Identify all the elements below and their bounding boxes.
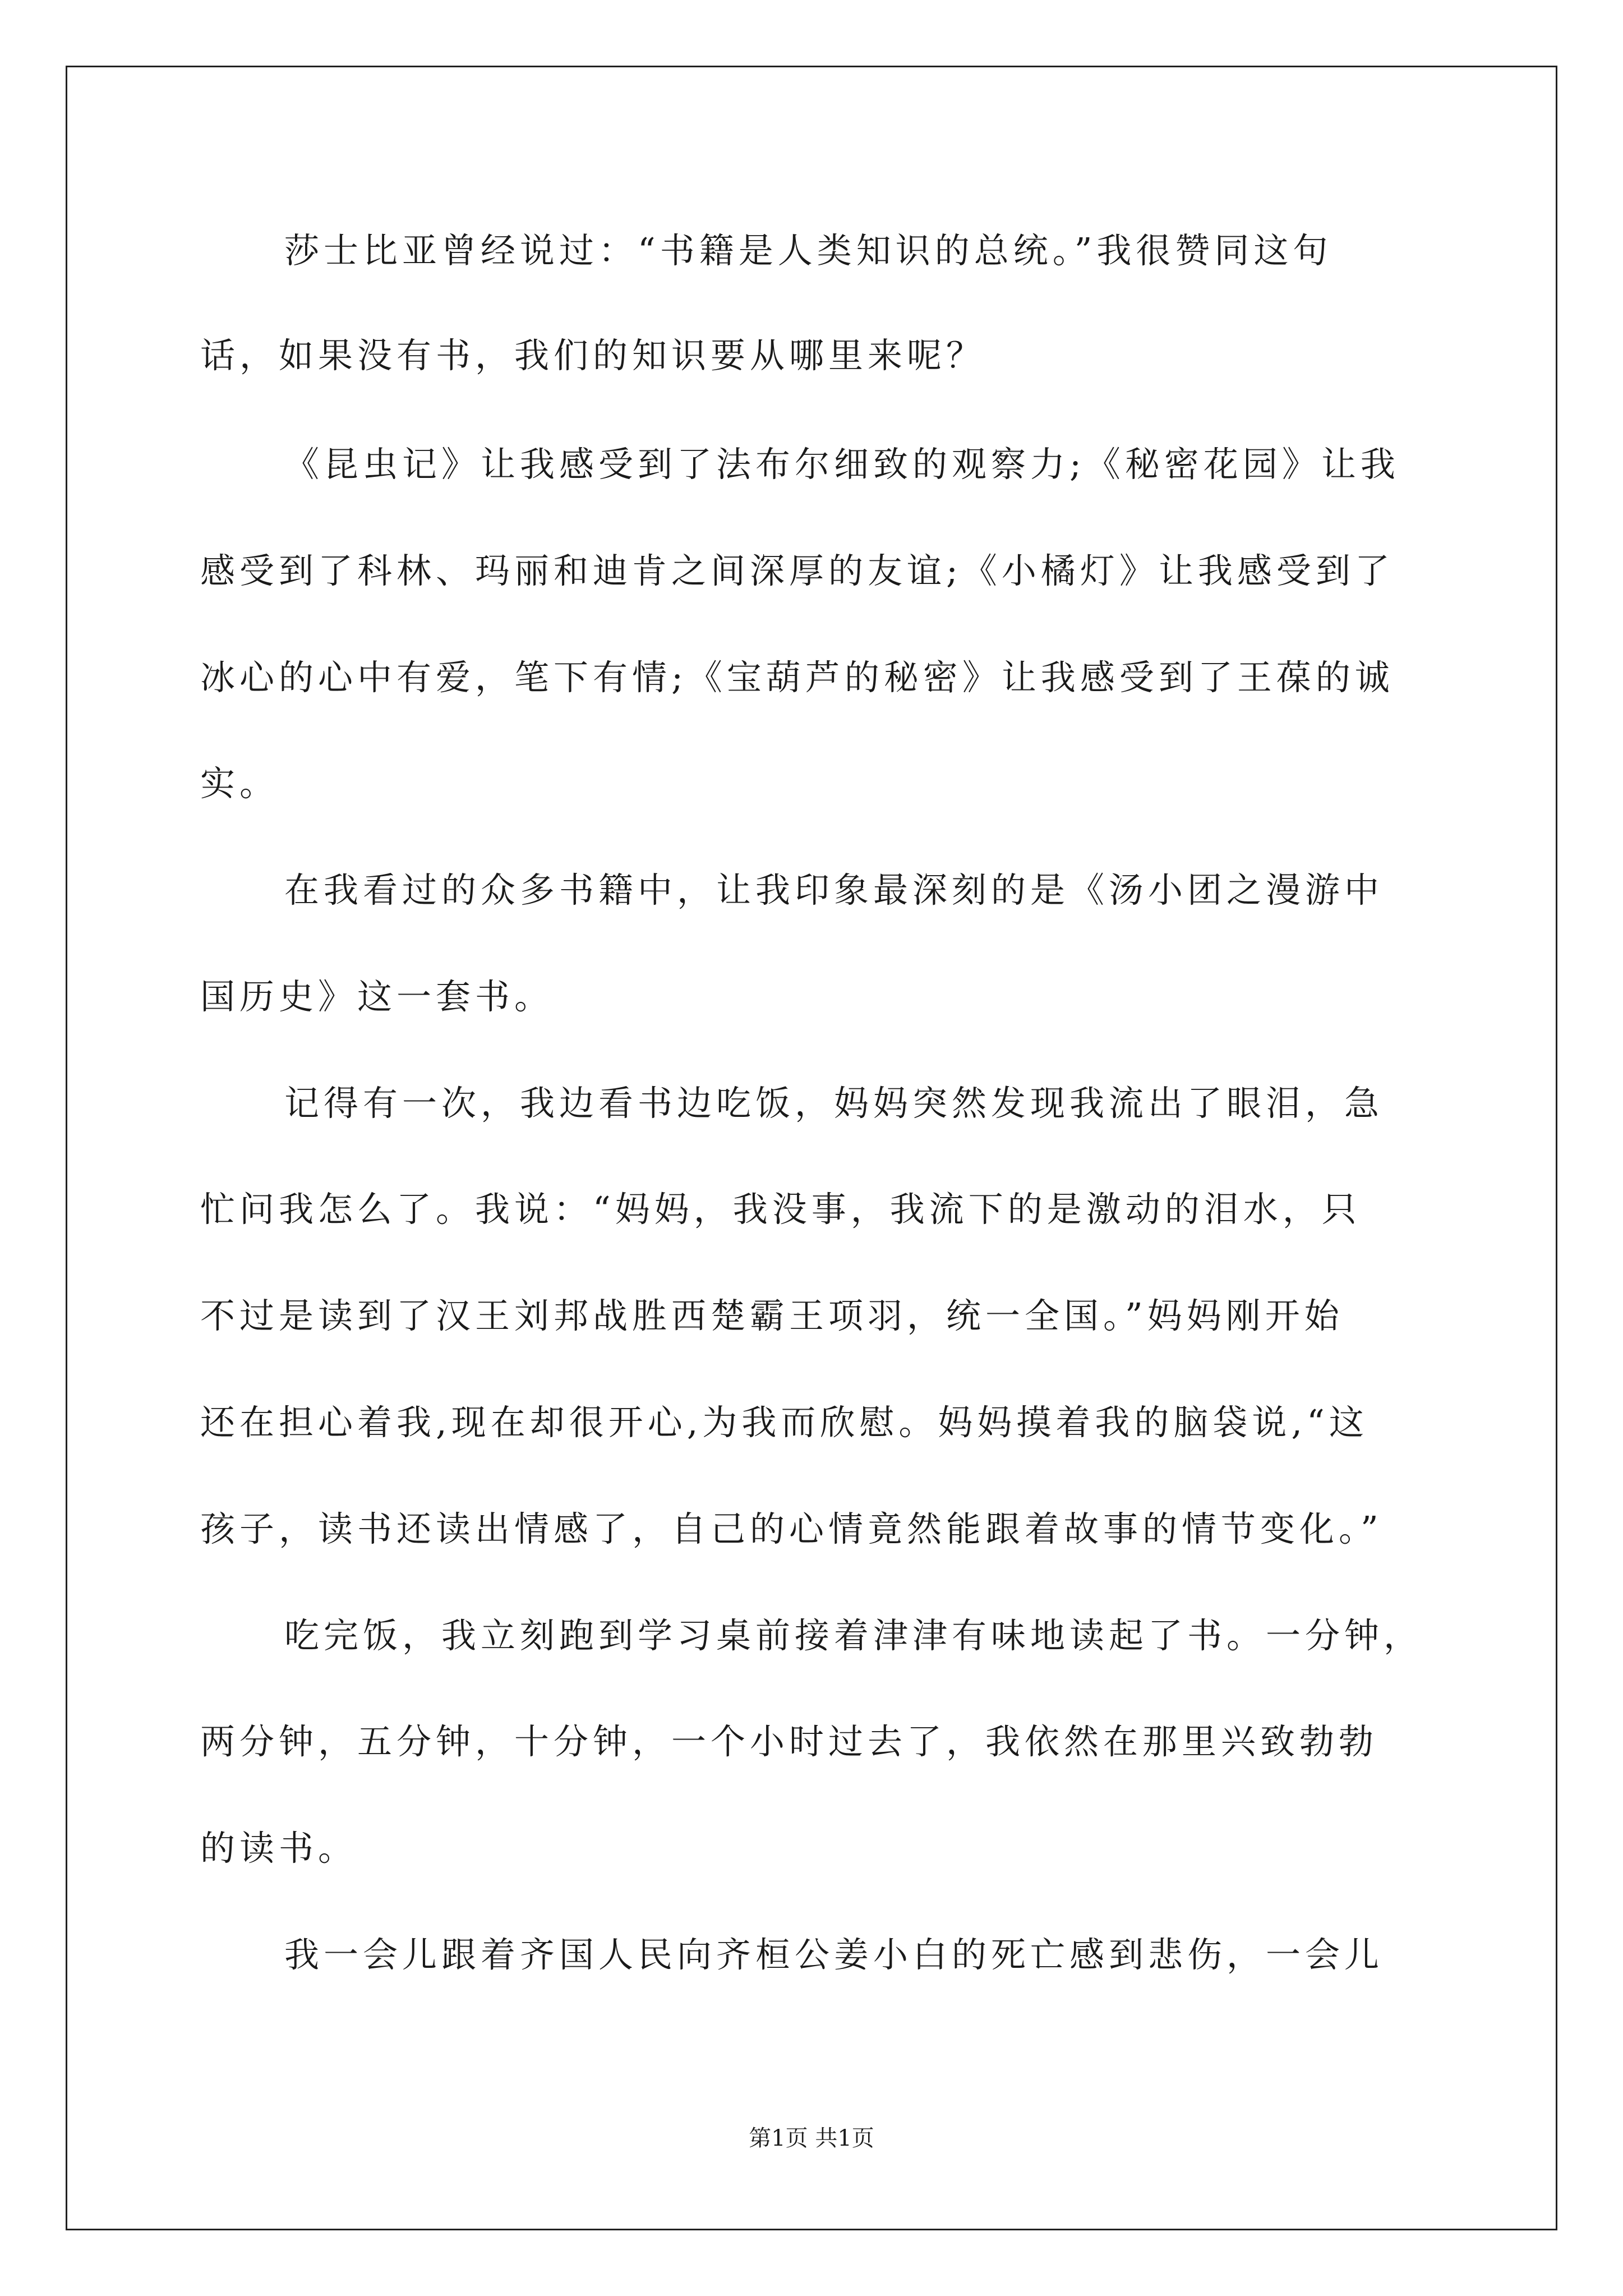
text-line: 《昆虫记》让我感受到了法布尔细致的观察力;《秘密花园》让我 bbox=[284, 444, 1400, 485]
text-line: 莎士比亚曾经说过：“书籍是人类知识的总统。”我很赞同这句 bbox=[284, 230, 1332, 271]
text-line: 孩子，读书还读出情感了，自己的心情竟然能跟着故事的情节变化。” bbox=[200, 1508, 1383, 1549]
text-line: 的读书。 bbox=[200, 1828, 358, 1869]
page-number-footer: 第1页 共1页 bbox=[749, 2125, 874, 2151]
text-line: 两分钟，五分钟，十分钟，一个小时过去了，我依然在那里兴致勃勃 bbox=[200, 1721, 1378, 1762]
page-border bbox=[66, 66, 1557, 2230]
text-line: 记得有一次，我边看书边吃饭，妈妈突然发现我流出了眼泪，急 bbox=[284, 1083, 1384, 1124]
text-line: 国历史》这一套书。 bbox=[200, 976, 554, 1017]
text-line: 忙问我怎么了。我说：“妈妈，我没事，我流下的是激动的泪水，只 bbox=[200, 1189, 1361, 1230]
text-line: 感受到了科林、玛丽和迪肯之间深厚的友谊;《小橘灯》让我感受到了 bbox=[200, 550, 1394, 591]
text-line: 实。 bbox=[200, 763, 279, 804]
text-line: 话，如果没有书，我们的知识要从哪里来呢？ bbox=[200, 335, 986, 376]
text-line: 还在担心着我,现在却很开心,为我而欣慰。妈妈摸着我的脑袋说,“这 bbox=[200, 1402, 1368, 1443]
text-line: 冰心的心中有爱，笔下有情;《宝葫芦的秘密》让我感受到了王葆的诚 bbox=[200, 657, 1394, 698]
text-line: 在我看过的众多书籍中，让我印象最深刻的是《汤小团之漫游中 bbox=[284, 869, 1384, 910]
text-line: 不过是读到了汉王刘邦战胜西楚霸王项羽，统一全国。”妈妈刚开始 bbox=[200, 1295, 1344, 1336]
text-line: 我一会儿跟着齐国人民向齐桓公姜小白的死亡感到悲伤，一会儿 bbox=[284, 1934, 1384, 1975]
text-line: 吃完饭，我立刻跑到学习桌前接着津津有味地读起了书。一分钟， bbox=[284, 1615, 1423, 1656]
